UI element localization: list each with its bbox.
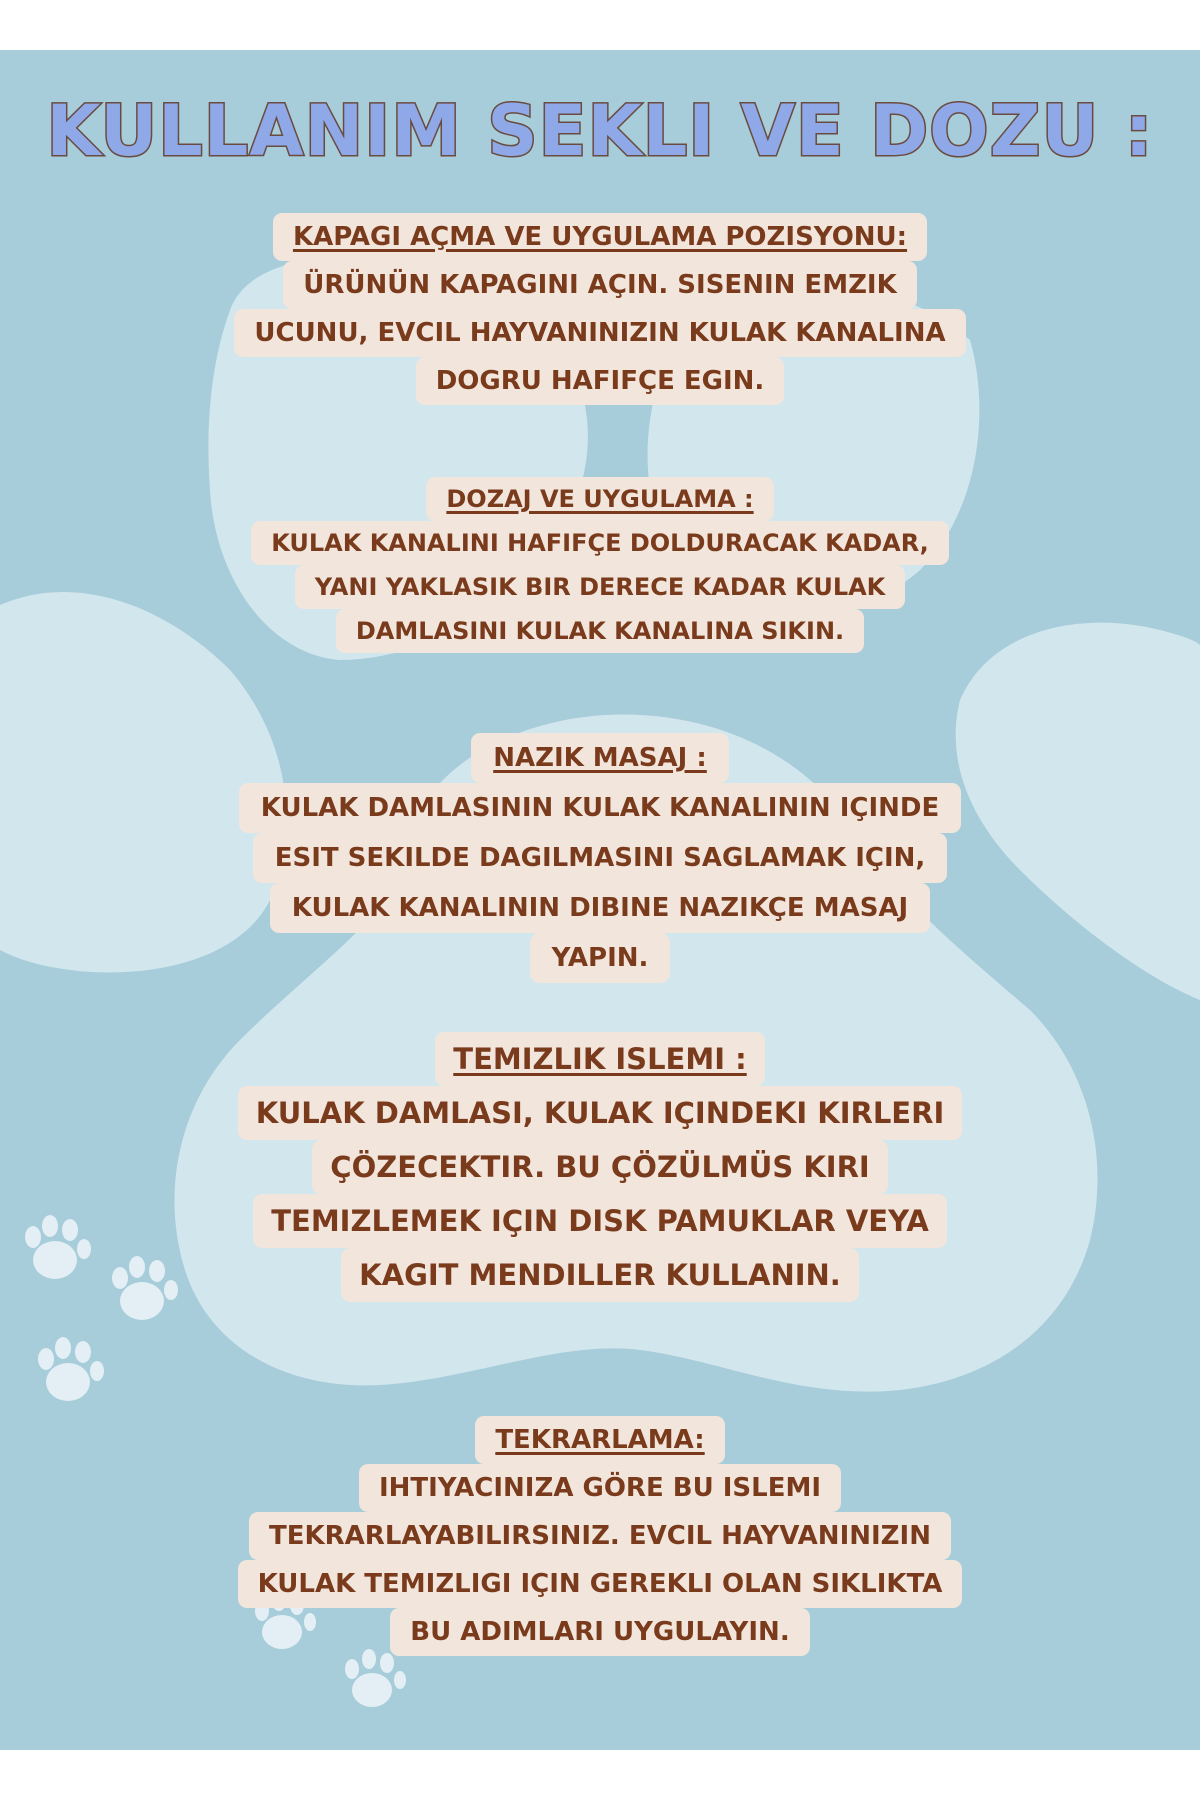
section-heading: KAPAGI AÇMA VE UYGULAMA POZISYONU: [273, 213, 927, 261]
section-line: KAGIT MENDILLER KULLANIN. [341, 1248, 859, 1302]
small-paw-3 [38, 1337, 104, 1401]
small-paw-5 [345, 1649, 406, 1707]
section-heading: TEMIZLIK ISLEMI : [435, 1032, 764, 1086]
section-line: UCUNU, EVCIL HAYVANINIZIN KULAK KANALINA [234, 309, 965, 357]
section-line: TEMIZLEMEK IÇIN DISK PAMUKLAR VEYA [253, 1194, 947, 1248]
section-repetition [100, 1416, 1100, 1656]
section-cleaning [100, 1032, 1100, 1302]
section-line: KULAK DAMLASI, KULAK IÇINDEKI KIRLERI [238, 1086, 962, 1140]
section-line: KULAK KANALININ DIBINE NAZIKÇE MASAJ [270, 883, 930, 933]
section-line: ÇÖZECEKTIR. BU ÇÖZÜLMÜS KIRI [312, 1140, 887, 1194]
section-line: YAPIN. [530, 933, 671, 983]
section-line: ESIT SEKILDE DAGILMASINI SAGLAMAK IÇIN, [253, 833, 948, 883]
section-opening-position [100, 213, 1100, 405]
section-line: ÜRÜNÜN KAPAGINI AÇIN. SISENIN EMZIK [283, 261, 917, 309]
section-heading: NAZIK MASAJ : [471, 733, 729, 783]
section-line: KULAK TEMIZLIGI IÇIN GEREKLI OLAN SIKLIKTA [238, 1560, 963, 1608]
section-line: YANI YAKLASIK BIR DERECE KADAR KULAK [295, 565, 906, 609]
section-line: KULAK KANALINI HAFIFÇE DOLDURACAK KADAR, [251, 521, 949, 565]
page-title: KULLANIM SEKLI VE DOZU : [46, 90, 1154, 172]
small-paw-1 [25, 1215, 91, 1279]
section-heading: DOZAJ VE UYGULAMA : [426, 477, 773, 521]
section-line: DAMLASINI KULAK KANALINA SIKIN. [336, 609, 864, 653]
section-gentle-massage [100, 733, 1100, 983]
section-line: DOGRU HAFIFÇE EGIN. [416, 357, 785, 405]
section-heading: TEKRARLAMA: [475, 1416, 724, 1464]
poster [0, 50, 1200, 1750]
section-line: BU ADIMLARI UYGULAYIN. [390, 1608, 809, 1656]
section-line: IHTIYACINIZA GÖRE BU ISLEMI [359, 1464, 841, 1512]
section-line: TEKRARLAYABILIRSINIZ. EVCIL HAYVANINIZIN [249, 1512, 951, 1560]
section-dosage [100, 477, 1100, 653]
section-line: KULAK DAMLASININ KULAK KANALININ IÇINDE [239, 783, 961, 833]
